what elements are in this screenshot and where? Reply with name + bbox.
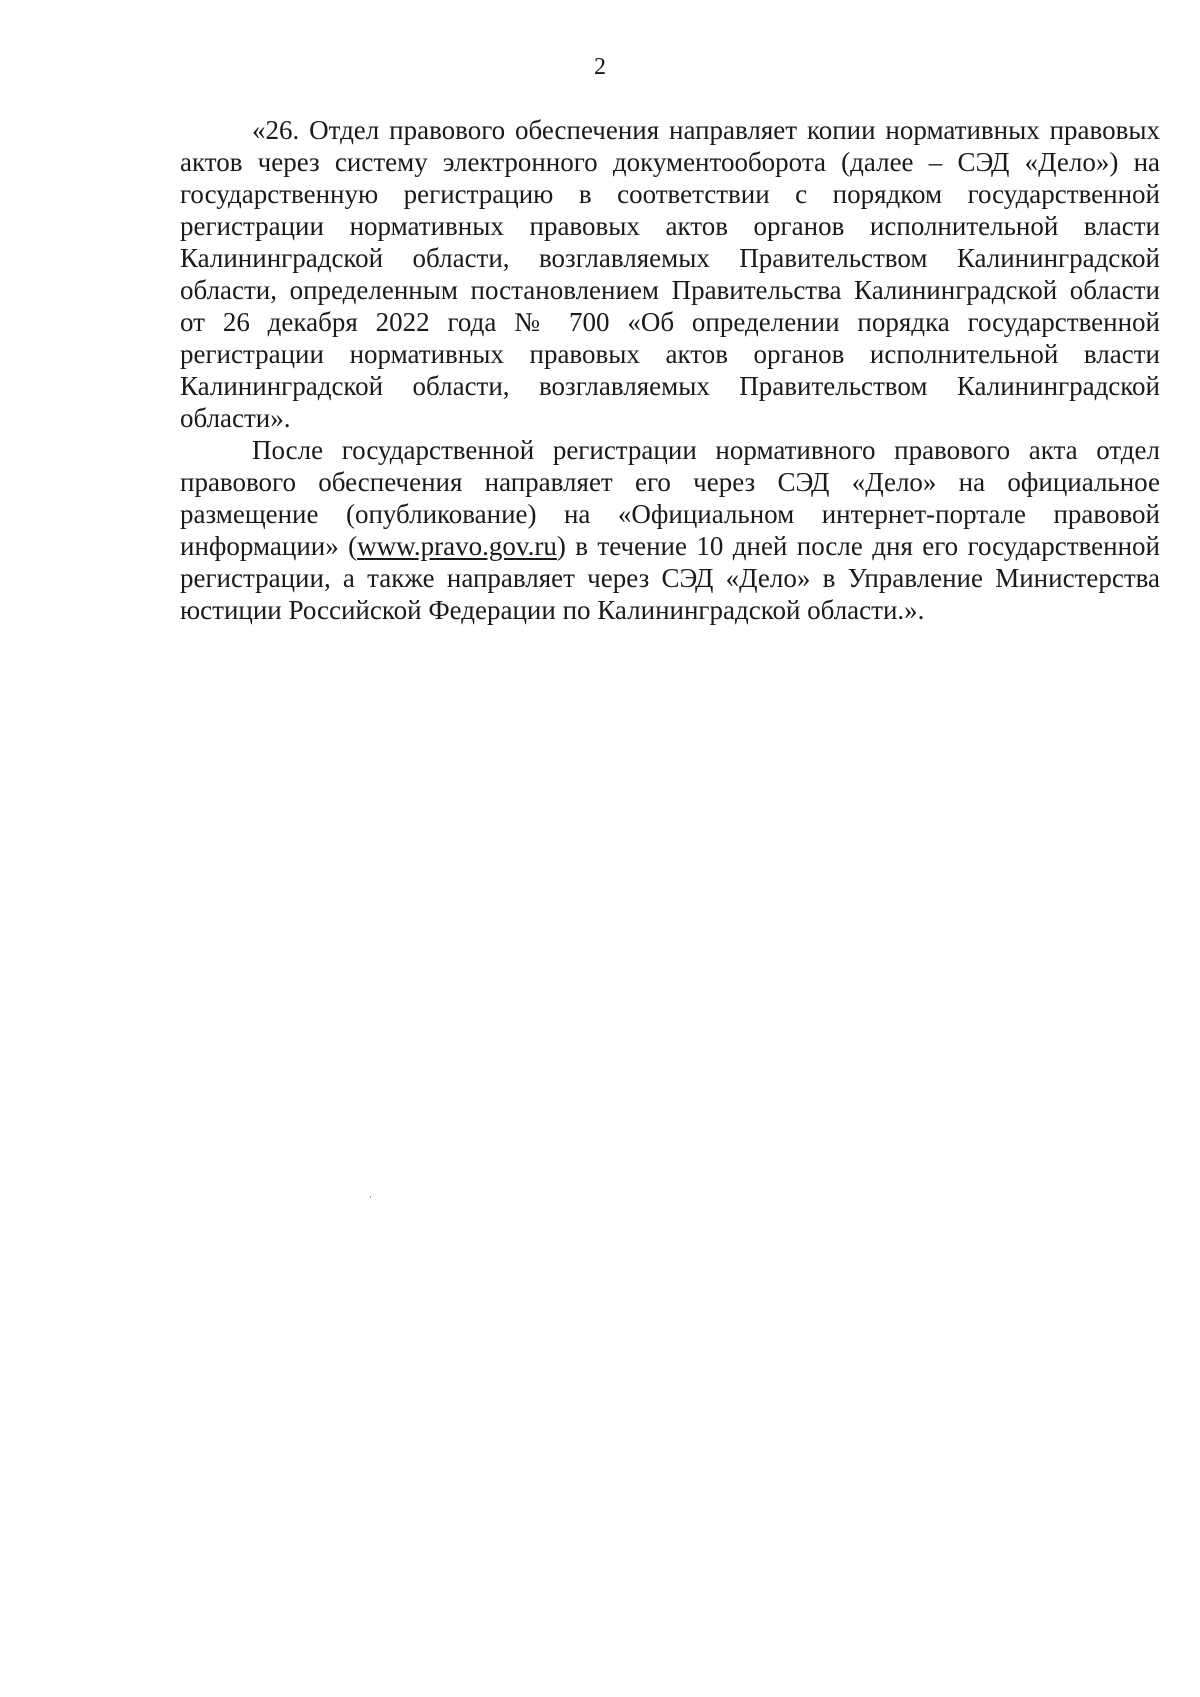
paragraph-registration-publication [180,434,1160,626]
page-number: 2 [594,54,606,80]
scan-artifact [370,1196,371,1198]
paragraph-text-before-link: После государственной регистрации нормативного правового акта отдел правового обеспечения направляет его через СЭД «Дело» на официальное размещение (опубликование) на «Официальном интернет-портале правовой информации» ( [180,435,1160,561]
paragraph-text-after-link: ) в течение 10 дней после дня его государственной регистрации, а также направляет через СЭД «Дело» в Управление Министерства юстиции Российской Федерации по Калининградской области.». [180,531,1160,625]
pravo-portal-link[interactable]: www.pravo.gov.ru [357,531,557,561]
paragraph-item-26: «26. Отдел правового обеспечения направляет копии нормативных правовых актов через систему электронного документооборота (далее – СЭД «Дело») на государственную регистрацию в соответствии с порядком государственной регистрации нормативных правовых актов органов исполнительной власти Калининградской области, возглавляемых Правительством Калининградской области, определенным постановлением Правительства Калининградской области от 26 декабря 2022 года № 700 «Об определении порядка государственной регистрации нормативных правовых актов органов исполнительной власти Калининградской области, возглавляемых Правительством Калининградской области». [180,115,1160,433]
document-body [180,114,1160,626]
